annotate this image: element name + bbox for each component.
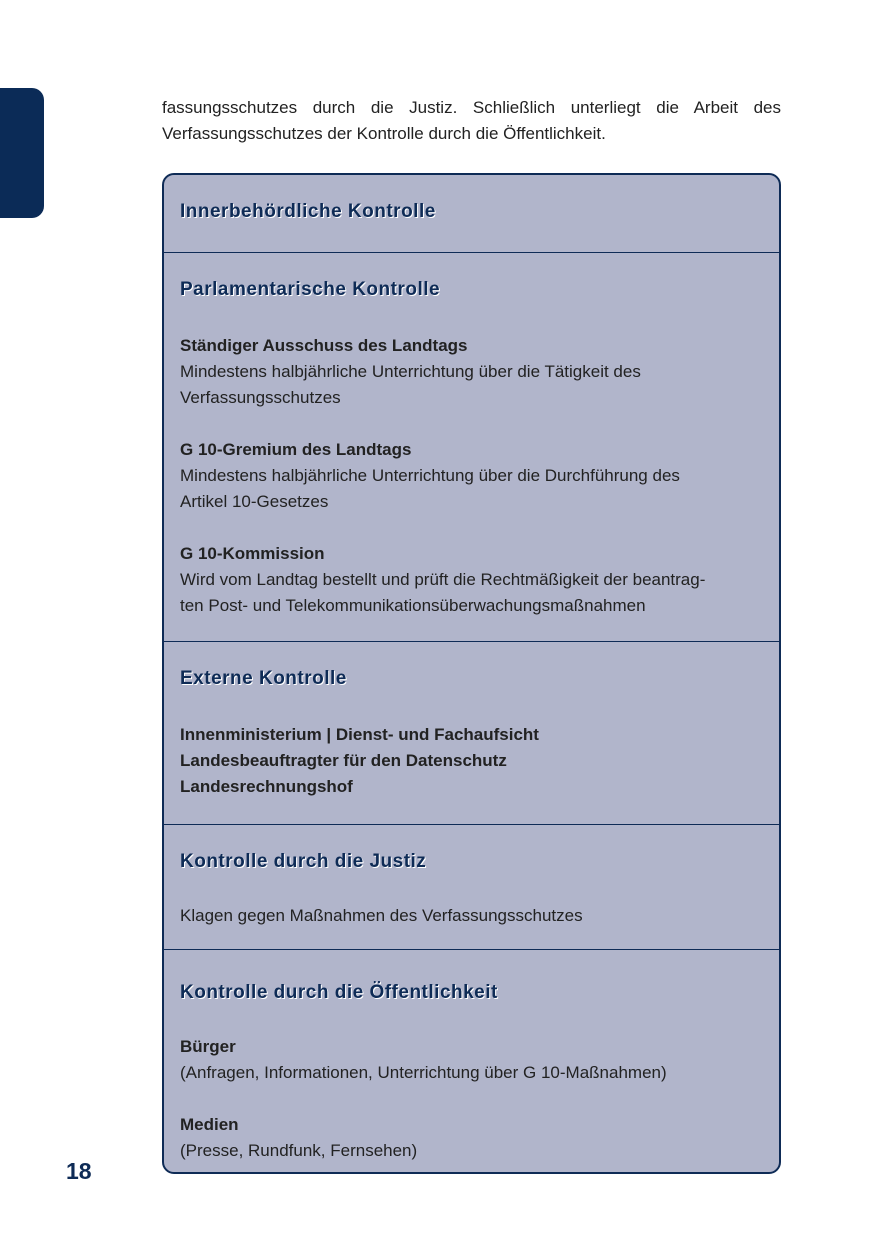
section-judicial-control <box>164 824 779 950</box>
entry-text: ten Post- und Telekommunikationsüberwachungsmaßnahmen <box>180 596 646 615</box>
entry-title: G 10-Kommission <box>180 544 325 563</box>
intro-line-1: fassungsschutzes durch die Justiz. Schließlich unterliegt die Arbeit des <box>162 98 781 117</box>
list-item: Landesrechnungshof <box>180 777 353 796</box>
section-internal-control <box>164 175 779 253</box>
entry-title: G 10-Gremium des Landtags <box>180 440 412 459</box>
entry-text: Mindestens halbjährliche Unterrichtung über die Tätigkeit des <box>180 362 641 381</box>
entry-title: Medien <box>180 1115 239 1134</box>
entry-g10-commission <box>180 541 765 619</box>
section-heading: Kontrolle durch die Öffentlichkeit <box>180 982 498 1003</box>
entry-text: (Presse, Rundfunk, Fernsehen) <box>180 1141 418 1160</box>
section-heading: Kontrolle durch die Justiz <box>180 851 427 872</box>
entry-standing-committee <box>180 333 765 411</box>
list-item: Innenministerium | Dienst- und Fachaufsicht <box>180 725 539 744</box>
entry-text: Mindestens halbjährliche Unterrichtung über die Durchführung des <box>180 466 680 485</box>
intro-line-2: Verfassungsschutzes der Kontrolle durch die Öffentlichkeit. <box>162 124 606 143</box>
section-parliamentary-control <box>164 252 779 642</box>
entry-g10-panel <box>180 437 765 515</box>
section-heading: Externe Kontrolle <box>180 668 347 689</box>
entry-text: Verfassungsschutzes <box>180 388 341 407</box>
entry-media <box>180 1112 765 1164</box>
entry-text: Klagen gegen Maßnahmen des Verfassungsschutzes <box>180 906 583 925</box>
external-authorities-list <box>180 722 765 800</box>
control-overview-panel <box>162 173 781 1174</box>
entry-title: Ständiger Ausschuss des Landtags <box>180 336 468 355</box>
entry-text: Artikel 10-Gesetzes <box>180 492 329 511</box>
page-number: 18 <box>66 1158 92 1184</box>
entry-title: Bürger <box>180 1037 236 1056</box>
chapter-tab-marker <box>0 88 44 218</box>
section-public-control <box>164 949 779 1172</box>
section-heading: Innerbehördliche Kontrolle <box>180 201 436 222</box>
entry-text: (Anfragen, Informationen, Unterrichtung über G 10-Maßnahmen) <box>180 1063 667 1082</box>
list-item: Landesbeauftragter für den Datenschutz <box>180 751 507 770</box>
section-external-control <box>164 641 779 825</box>
entry-text: Wird vom Landtag bestellt und prüft die Rechtmäßigkeit der beantrag- <box>180 570 706 589</box>
entry-citizens <box>180 1034 765 1086</box>
intro-paragraph <box>162 95 781 147</box>
section-heading: Parlamentarische Kontrolle <box>180 279 441 300</box>
